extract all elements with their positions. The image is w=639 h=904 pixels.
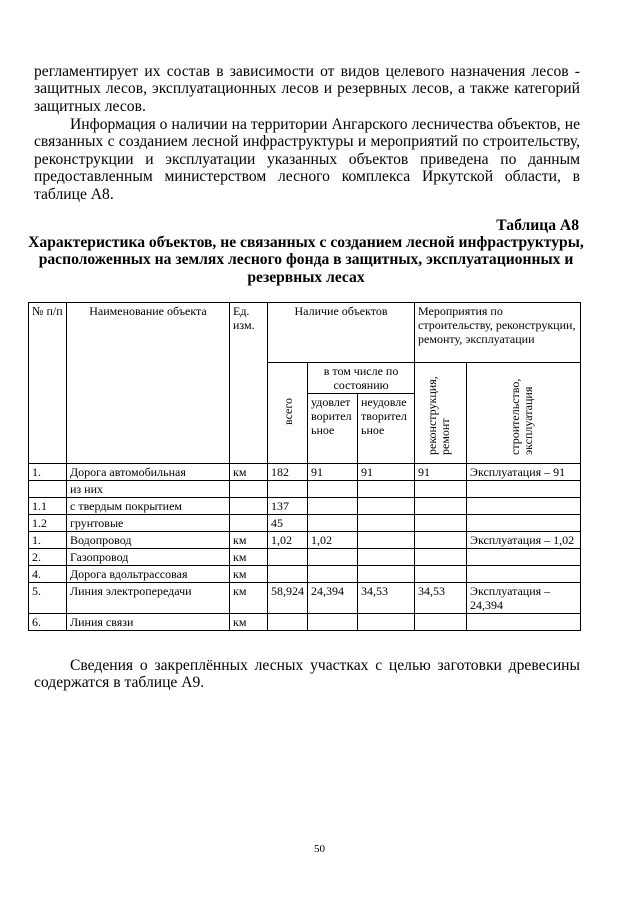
header-measures: Мероприятия по строительству, реконструкции, ремонту, эксплуатации — [415, 303, 581, 363]
cell-total: 45 — [268, 515, 308, 532]
cell-sat — [308, 566, 358, 583]
table-row — [29, 481, 581, 498]
cell-name: грунтовые — [67, 515, 230, 532]
header-total-cell — [268, 363, 308, 464]
cell-constr: Эксплуатация – 24,394 — [467, 583, 581, 614]
cell-total — [268, 481, 308, 498]
header-total: всего — [280, 397, 295, 426]
cell-total — [268, 549, 308, 566]
cell-unit: км — [230, 464, 268, 481]
cell-recon — [415, 614, 467, 631]
cell-constr — [467, 614, 581, 631]
cell-name: из них — [67, 481, 230, 498]
header-reconstruction: реконструкция, ремонт — [424, 375, 452, 455]
cell-constr — [467, 515, 581, 532]
cell-name: Линия электропередачи — [67, 583, 230, 614]
cell-recon: 34,53 — [415, 583, 467, 614]
cell-unsat — [358, 498, 415, 515]
cell-unit: км — [230, 583, 268, 614]
paragraph-info: Информация о наличии на территории Ангарского лесничества объектов, не связанных с созданием лесной инфраструктуры и мероприятий по строительству, реконструкции и эксплуатации указанных объектов приведена по данным предоставленным министерством лесного комплекса Иркутской области, в таблице А8. — [34, 116, 580, 203]
cell-recon — [415, 515, 467, 532]
table-body — [29, 464, 581, 631]
table-row — [29, 566, 581, 583]
cell-recon — [415, 532, 467, 549]
cell-unit — [230, 481, 268, 498]
cell-num: 1.1 — [29, 498, 67, 515]
cell-total — [268, 614, 308, 631]
cell-sat — [308, 549, 358, 566]
table-label: Таблица А8 — [496, 217, 579, 234]
cell-sat — [308, 515, 358, 532]
cell-num: 6. — [29, 614, 67, 631]
paragraph-reference: Сведения о закреплённых лесных участках с целью заготовки древесины содержатся в таблице А9. — [34, 657, 580, 692]
cell-recon — [415, 498, 467, 515]
header-construction-cell — [467, 363, 581, 464]
cell-unsat — [358, 614, 415, 631]
cell-recon: 91 — [415, 464, 467, 481]
cell-unit: км — [230, 566, 268, 583]
table-row — [29, 515, 581, 532]
cell-constr: Эксплуатация – 91 — [467, 464, 581, 481]
cell-recon — [415, 549, 467, 566]
header-num: № п/п — [29, 303, 67, 464]
cell-num: 1. — [29, 464, 67, 481]
page-number: 50 — [314, 843, 325, 855]
cell-constr — [467, 481, 581, 498]
header-including: в том числе по состоянию — [308, 363, 415, 394]
cell-name: Газопровод — [67, 549, 230, 566]
cell-unit — [230, 498, 268, 515]
header-unit: Ед. изм. — [230, 303, 268, 464]
cell-constr: Эксплуатация – 1,02 — [467, 532, 581, 549]
cell-name: с твердым покрытием — [67, 498, 230, 515]
cell-unsat: 91 — [358, 464, 415, 481]
cell-recon — [415, 566, 467, 583]
cell-total: 1,02 — [268, 532, 308, 549]
cell-constr — [467, 498, 581, 515]
header-reconstruction-cell — [415, 363, 467, 464]
header-satisfactory: удовлетворительное — [308, 394, 358, 464]
table-title: Характеристика объектов, не связанных с созданием лесной инфраструктуры, расположенных на землях лесного фонда в защитных, эксплуатационных и резервных лесах — [28, 234, 584, 286]
cell-unsat — [358, 532, 415, 549]
table-row — [29, 614, 581, 631]
cell-unsat — [358, 515, 415, 532]
cell-unsat — [358, 566, 415, 583]
cell-num: 2. — [29, 549, 67, 566]
cell-name: Водопровод — [67, 532, 230, 549]
header-presence: Наличие объектов — [268, 303, 415, 363]
cell-unsat — [358, 549, 415, 566]
cell-constr — [467, 566, 581, 583]
cell-name: Дорога автомобильная — [67, 464, 230, 481]
cell-constr — [467, 549, 581, 566]
cell-name: Дорога вдольтрассовая — [67, 566, 230, 583]
cell-unit: км — [230, 532, 268, 549]
cell-total: 182 — [268, 464, 308, 481]
objects-table — [28, 302, 581, 631]
cell-unsat — [358, 481, 415, 498]
cell-recon — [415, 481, 467, 498]
header-unsatisfactory: неудовлетворительное — [358, 394, 415, 464]
cell-sat — [308, 481, 358, 498]
cell-unit: км — [230, 614, 268, 631]
cell-total: 58,924 — [268, 583, 308, 614]
cell-sat — [308, 498, 358, 515]
table-row — [29, 549, 581, 566]
cell-num: 1.2 — [29, 515, 67, 532]
cell-total: 137 — [268, 498, 308, 515]
cell-sat: 1,02 — [308, 532, 358, 549]
cell-unit — [230, 515, 268, 532]
cell-name: Линия связи — [67, 614, 230, 631]
header-name: Наименование объекта — [67, 303, 230, 464]
paragraph-intro: регламентирует их состав в зависимости от видов целевого назначения лесов - защитных лесов, эксплуатационных лесов и резервных лесов, а также категорий защитных лесов. — [34, 63, 580, 115]
header-construction: строительство, эксплуатация — [507, 378, 535, 455]
table-row — [29, 464, 581, 481]
cell-sat: 91 — [308, 464, 358, 481]
table-row — [29, 583, 581, 614]
cell-num: 1. — [29, 532, 67, 549]
cell-num: 5. — [29, 583, 67, 614]
cell-unit: км — [230, 549, 268, 566]
cell-sat — [308, 614, 358, 631]
cell-num: 4. — [29, 566, 67, 583]
cell-unsat: 34,53 — [358, 583, 415, 614]
cell-num — [29, 481, 67, 498]
table-row — [29, 532, 581, 549]
table-row — [29, 498, 581, 515]
cell-total — [268, 566, 308, 583]
cell-sat: 24,394 — [308, 583, 358, 614]
